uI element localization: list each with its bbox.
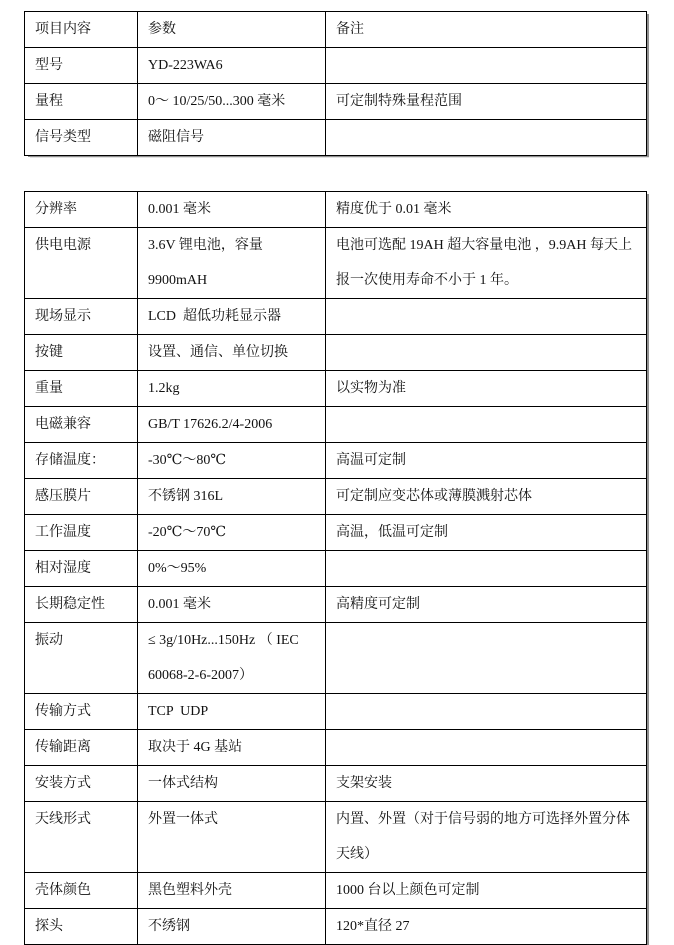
- spec-item-cell: 信号类型: [25, 120, 138, 156]
- spec-param-cell: 0.001 毫米: [138, 587, 326, 623]
- table-row-mounting: [25, 766, 647, 802]
- spec-note-cell: 120*直径 27: [326, 909, 647, 945]
- spec-item-cell: 供电电源: [25, 228, 138, 299]
- spec-item-cell: 天线形式: [25, 802, 138, 873]
- spec-param-cell: 3.6V 锂电池，容量 9900mAH: [138, 228, 326, 299]
- spec-note-cell: [326, 120, 647, 156]
- table-row-pressure-diaphragm: [25, 479, 647, 515]
- spec-note-cell: 以实物为准: [326, 371, 647, 407]
- spec-item-cell: 相对湿度: [25, 551, 138, 587]
- table-row-transmission-mode: [25, 694, 647, 730]
- spec-param-cell: 一体式结构: [138, 766, 326, 802]
- spec-note-cell: 内置、外置（对于信号弱的地方可选择外置分体天线）: [326, 802, 647, 873]
- spec-param-cell: 外置一体式: [138, 802, 326, 873]
- table-row-long-term-stability: [25, 587, 647, 623]
- column-header-param: 参数: [138, 12, 326, 48]
- spec-note-cell: 电池可选配 19AH 超大容量电池 ，9.9AH 每天上报一次使用寿命不小于 1 年。: [326, 228, 647, 299]
- spec-param-cell: 磁阻信号: [138, 120, 326, 156]
- spec-note-cell: 高温可定制: [326, 443, 647, 479]
- table-row-vibration: [25, 623, 647, 694]
- spec-item-cell: 按键: [25, 335, 138, 371]
- spec-param-cell: 0%～95%: [138, 551, 326, 587]
- spec-param-cell: 0～ 10/25/50...300 毫米: [138, 84, 326, 120]
- spec-item-cell: 重量: [25, 371, 138, 407]
- spec-item-cell: 感压膜片: [25, 479, 138, 515]
- spec-item-cell: 壳体颜色: [25, 873, 138, 909]
- spec-note-cell: [326, 623, 647, 694]
- spec-param-cell: 不绣钢: [138, 909, 326, 945]
- spec-param-cell: 不锈钢 316L: [138, 479, 326, 515]
- spec-note-cell: 高精度可定制: [326, 587, 647, 623]
- table-row-resolution: [25, 192, 647, 228]
- spec-item-cell: 传输距离: [25, 730, 138, 766]
- spec-param-cell: YD-223WA6: [138, 48, 326, 84]
- table-row-range: [25, 84, 647, 120]
- spec-item-cell: 传输方式: [25, 694, 138, 730]
- spec-note-cell: 1000 台以上颜色可定制: [326, 873, 647, 909]
- table-header-row: [25, 12, 647, 48]
- table-row-storage-temp: [25, 443, 647, 479]
- table-row-display: [25, 299, 647, 335]
- spec-param-cell: TCP UDP: [138, 694, 326, 730]
- spec-item-cell: 安装方式: [25, 766, 138, 802]
- column-header-item: 项目内容: [25, 12, 138, 48]
- spec-item-cell: 工作温度: [25, 515, 138, 551]
- column-header-note: 备注: [326, 12, 647, 48]
- table-row-signal-type: [25, 120, 647, 156]
- spec-note-cell: [326, 48, 647, 84]
- spec-item-cell: 长期稳定性: [25, 587, 138, 623]
- spec-item-cell: 型号: [25, 48, 138, 84]
- spec-param-cell: 0.001 毫米: [138, 192, 326, 228]
- spec-note-cell: [326, 335, 647, 371]
- spec-item-cell: 现场显示: [25, 299, 138, 335]
- spec-param-cell: 1.2kg: [138, 371, 326, 407]
- table-row-power-supply: [25, 228, 647, 299]
- table-row-emc: [25, 407, 647, 443]
- spec-param-cell: LCD 超低功耗显示器: [138, 299, 326, 335]
- spec-param-cell: 取决于 4G 基站: [138, 730, 326, 766]
- spec-param-cell: -30℃～80℃: [138, 443, 326, 479]
- spec-param-cell: ≤ 3g/10Hz...150Hz （ IEC 60068-2-6-2007）: [138, 623, 326, 694]
- spec-note-cell: 支架安装: [326, 766, 647, 802]
- spec-note-cell: [326, 694, 647, 730]
- spec-note-cell: 可定制特殊量程范围: [326, 84, 647, 120]
- spec-item-cell: 电磁兼容: [25, 407, 138, 443]
- spec-note-cell: [326, 299, 647, 335]
- spec-table-detail: [24, 191, 647, 945]
- table-row-humidity: [25, 551, 647, 587]
- table-row-weight: [25, 371, 647, 407]
- table-row-working-temp: [25, 515, 647, 551]
- spec-item-cell: 存储温度：: [25, 443, 138, 479]
- table-row-housing-color: [25, 873, 647, 909]
- spec-note-cell: [326, 730, 647, 766]
- table-row-model: [25, 48, 647, 84]
- spec-note-cell: 精度优于 0.01 毫米: [326, 192, 647, 228]
- spec-note-cell: 高温，低温可定制: [326, 515, 647, 551]
- spec-note-cell: [326, 407, 647, 443]
- spec-item-cell: 探头: [25, 909, 138, 945]
- table-row-transmission-distance: [25, 730, 647, 766]
- table-row-buttons: [25, 335, 647, 371]
- spec-item-cell: 振动: [25, 623, 138, 694]
- spec-note-cell: 可定制应变芯体或薄膜溅射芯体: [326, 479, 647, 515]
- spec-param-cell: -20℃～70℃: [138, 515, 326, 551]
- table-row-probe: [25, 909, 647, 945]
- spec-param-cell: GB/T 17626.2/4-2006: [138, 407, 326, 443]
- spec-item-cell: 分辨率: [25, 192, 138, 228]
- spec-item-cell: 量程: [25, 84, 138, 120]
- table-row-antenna: [25, 802, 647, 873]
- spec-table-basic: [24, 11, 647, 156]
- spec-param-cell: 黑色塑料外壳: [138, 873, 326, 909]
- spec-param-cell: 设置、通信、单位切换: [138, 335, 326, 371]
- spec-note-cell: [326, 551, 647, 587]
